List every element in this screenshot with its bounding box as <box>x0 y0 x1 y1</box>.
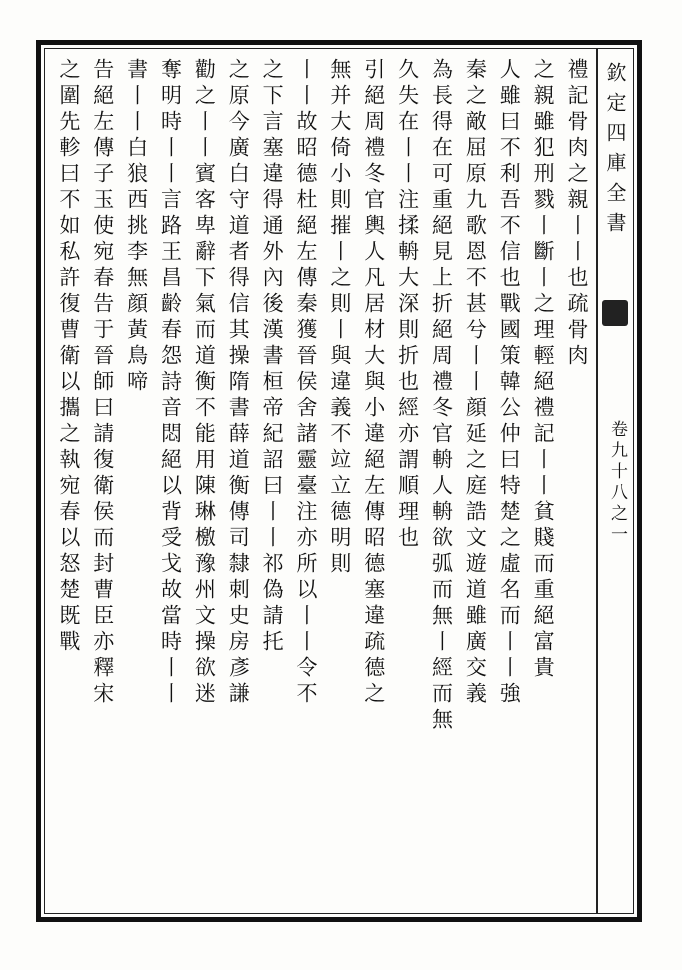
text-column-3: 人雖曰不利吾不信也戰國策韓公仲曰特楚之虛名而丨丨強 <box>497 58 522 708</box>
text-column-5: 為長得在可重絕見上折絕周禮冬官輈人輈欲弧而無丨經而無 <box>429 58 454 734</box>
text-column-7: 引絕周禮冬官輿人凡居材大與小違絕左傳昭德塞違疏德之 <box>361 58 386 708</box>
fishtail-mark-icon <box>602 300 628 326</box>
text-column-10: 之下言塞違得通外內後漢書桓帝紀詔曰丨丨祁偽請托 <box>260 58 285 656</box>
text-column-15: 告絕左傳子玉使宛春告于晉師曰請復衛侯而封曹臣亦釋宋 <box>90 58 115 708</box>
text-column-2: 之親雖犯刑戮丨斷丨之理輕絕禮記丨丨貧賤而重絕富貴 <box>531 58 556 682</box>
text-column-4: 秦之敵屈原九歌恩不甚兮丨丨顔延之庭誥文遊道雖廣交義 <box>463 58 488 708</box>
text-column-11: 之原今廣白守道者得信其操隋書薛道衡傳司隸刺史房彥謙 <box>226 58 251 708</box>
text-column-14: 書丨丨白狼西挑李無顔黃鳥啼 <box>124 58 149 396</box>
text-column-16: 之圍先軫曰不如私許復曹衛以攜之執宛春以怒楚既戰 <box>56 58 81 656</box>
margin-book-title: 欽定四庫全書 <box>603 62 627 242</box>
text-column-6: 久失在丨丨注揉輈大深則折也經亦謂順理也 <box>395 58 420 552</box>
text-column-1: 禮記骨肉之親丨丨也疏骨肉 <box>565 58 589 370</box>
margin-volume-label: 卷九十八之一 <box>607 420 627 546</box>
text-column-8: 無并大倚小則摧丨之則丨與違義不竝立德明則 <box>327 58 352 578</box>
text-column-9: 丨丨故昭德杜絕左傳秦獲晉侯舍諸靈臺注亦所以丨丨令不 <box>294 58 318 708</box>
text-column-12: 勸之丨丨賓客卑辭下氣而道衡不能用陳琳檄豫州文操欲迷 <box>192 58 217 708</box>
text-column-13: 奪明時丨丨言路王昌齡春怨詩音悶絕以背受戈故當時丨丨 <box>158 58 183 708</box>
